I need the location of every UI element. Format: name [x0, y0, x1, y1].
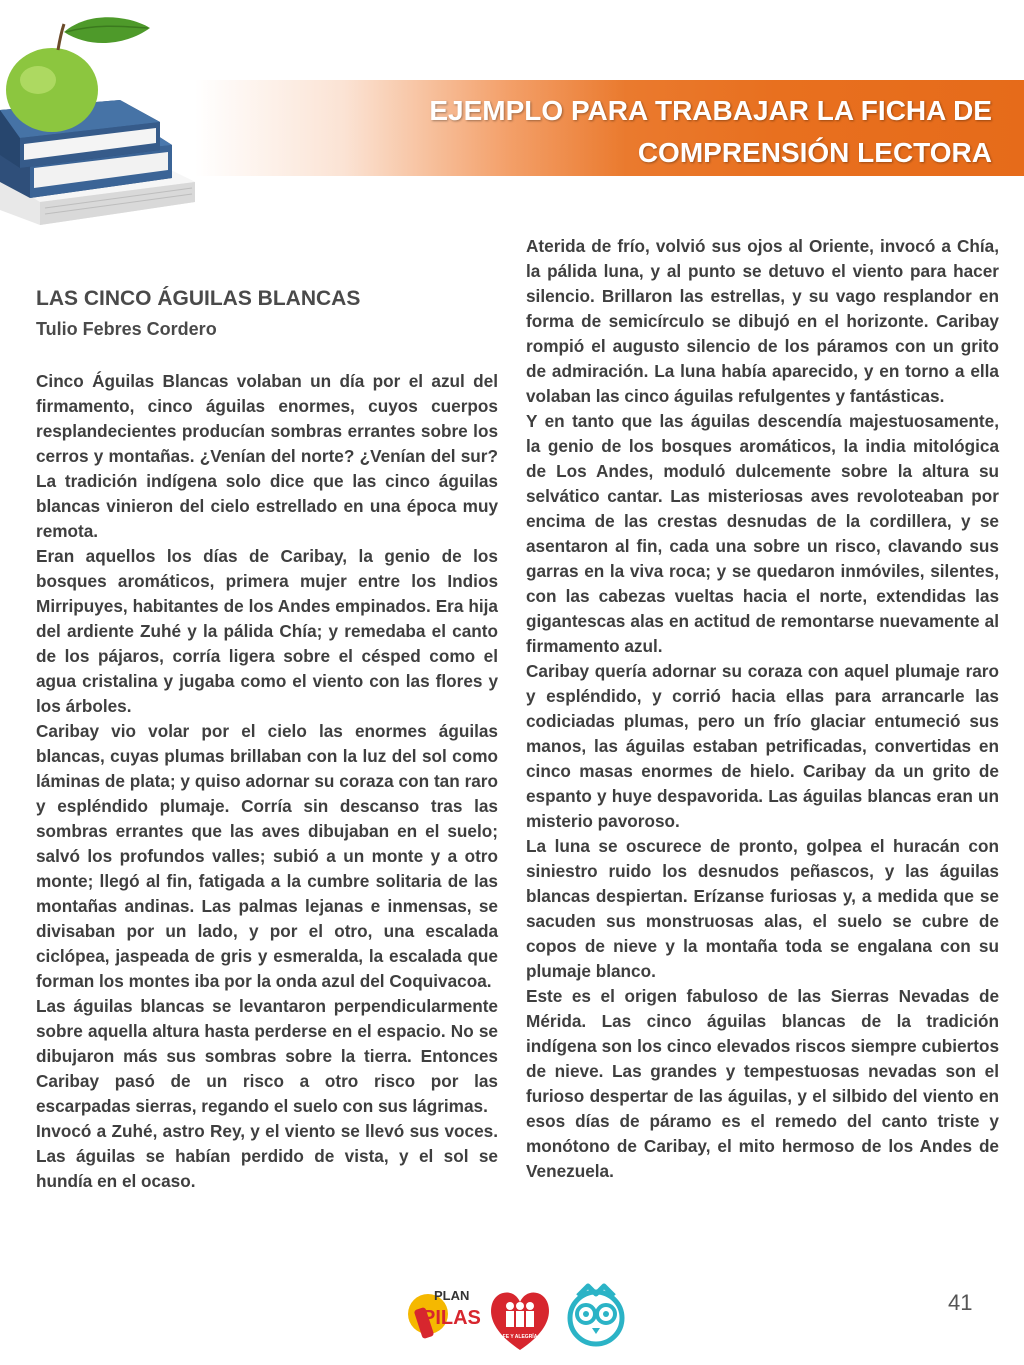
paragraph: Caribay quería adornar su coraza con aquel plumaje raro y espléndido, y corrió hacia ellas para arrancarle las codiciadas plumas, pero un frío glaciar entumeció sus manos, las águilas estaban petrificadas, convertidas en cinco masas enormes de hielo. Caribay da un grito de espanto y huye despavorida. Las águilas blancas eran un misterio pavoroso.	[526, 661, 999, 831]
paragraph: La luna se oscurece de pronto, golpea el huracán con siniestro ruido los desnudos peñascos, y las águilas blancas despiertan. Erízanse furiosas y, a medida que se sacuden sus monstruosas alas, el suelo se cubre de copos de nieve y la montaña toda se engalana con su plumaje blanco.	[526, 836, 999, 981]
paragraph: Este es el origen fabuloso de las Sierras Nevadas de Mérida. Las cinco águilas blancas de la tradición indígena son los cinco elevados riscos siempre cubiertos de nieve. Las grandes y tempestuosas nevadas son el furioso despertar de las águilas, y el silbido del viento en esos días de páramo es el remedo del canto triste y monótono de Caribay, el mito hermoso de los Andes de Venezuela.	[526, 986, 999, 1181]
page-number: 41	[948, 1290, 973, 1315]
right-text-column	[526, 234, 999, 1184]
left-text-column	[36, 369, 498, 1194]
paragraph: Invocó a Zuhé, astro Rey, y el viento se llevó sus voces. Las águilas se habían perdido de vista, y el sol se hundía en el ocaso.	[36, 1121, 498, 1191]
page-title	[429, 90, 992, 174]
paragraph: Eran aquellos los días de Caribay, la genio de los bosques aromáticos, primera mujer entre los Indios Mirripuyes, habitantes de los Andes empinados. Era hija del ardiente Zuhé y la pálida Chía; y remedaba el canto de los pájaros, corría ligera sobre el césped como el agua cristalina y jugaba como el viento con las flores y los árboles.	[36, 546, 498, 716]
owl-logo-icon	[570, 1286, 622, 1344]
plan-pilas-logo	[408, 1288, 481, 1339]
story-author: Tulio Febres Cordero	[36, 319, 217, 339]
page-title-line-1: EJEMPLO PARA TRABAJAR LA FICHA DE	[429, 95, 992, 126]
story-title: LAS CINCO ÁGUILAS BLANCAS	[36, 287, 361, 310]
fe-y-alegria-logo	[491, 1292, 549, 1350]
page-title-line-2: COMPRENSIÓN LECTORA	[637, 137, 992, 168]
plan-pilas-logo-text-1: PLAN	[434, 1288, 470, 1303]
fe-y-alegria-logo-text: FE Y ALEGRÍA	[502, 1334, 538, 1340]
plan-pilas-logo-text-2: PILAS	[422, 1307, 481, 1329]
apple-on-books-illustration	[0, 10, 200, 240]
paragraph: Y en tanto que las águilas descendía majestuosamente, la genio de los bosques aromáticos, la india mitológica de Los Andes, moduló dulcemente sobre la altura su selvático cantar. Las misteriosas aves revoloteaban por encima de las crestas desnudas de la cordillera, y se asentaron al fin, cada una sobre un risco, clavando sus garras en la viva roca; y se quedaron inmóviles, silentes, con las cabezas vueltas hacia el norte, extendidas las gigantescas alas en actitud de remontarse nuevamente al firmamento azul.	[526, 411, 999, 656]
paragraph: Las águilas blancas se levantaron perpendicularmente sobre aquella altura hasta perderse en el espacio. No se dibujaron más sus sombras sobre la tierra. Entonces Caribay pasó de un risco a otro risco por las escarpadas sierras, regando el suelo con sus lágrimas.	[36, 996, 498, 1116]
footer-logos	[400, 1278, 640, 1358]
paragraph: Caribay vio volar por el cielo las enormes águilas blancas, cuyas plumas brillaban con la luz del sol como láminas de plata; y quiso adornar su coraza con tan raro y espléndido plumaje. Corría sin descanso tras las sombras errantes que las aves dibujaban en el suelo; salvó los profundos valles; subió a un monte y a otro monte; llegó al fin, fatigada a la cumbre solitaria de las montañas andinas. Las palmas lejanas e inmensas, se divisaban por un lado, y por el otro, una escalada ciclópea, jaspeada de gris y esmeralda, la escalada que forman los montes iba por la onda azul del Coquivacoa.	[36, 721, 498, 991]
paragraph: Cinco Águilas Blancas volaban un día por el azul del firmamento, cinco águilas enormes, cuyos cuerpos resplandecientes producían sombras errantes sobre los cerros y montañas. ¿Venían del norte? ¿Venían del sur? La tradición indígena solo dice que las cinco águilas blancas vinieron del cielo estrellado en una época muy remota.	[36, 371, 498, 541]
paragraph: Aterida de frío, volvió sus ojos al Oriente, invocó a Chía, la pálida luna, y al punto se detuvo el viento para hacer silencio. Brillaron las estrellas, y su vago resplandor en forma de semicírculo se dibujó en el horizonte. Caribay rompió el augusto silencio de los páramos con un grito de admiración. La luna había aparecido, y en torno a ella volaban las cinco águilas refulgentes y fantásticas.	[526, 236, 999, 406]
